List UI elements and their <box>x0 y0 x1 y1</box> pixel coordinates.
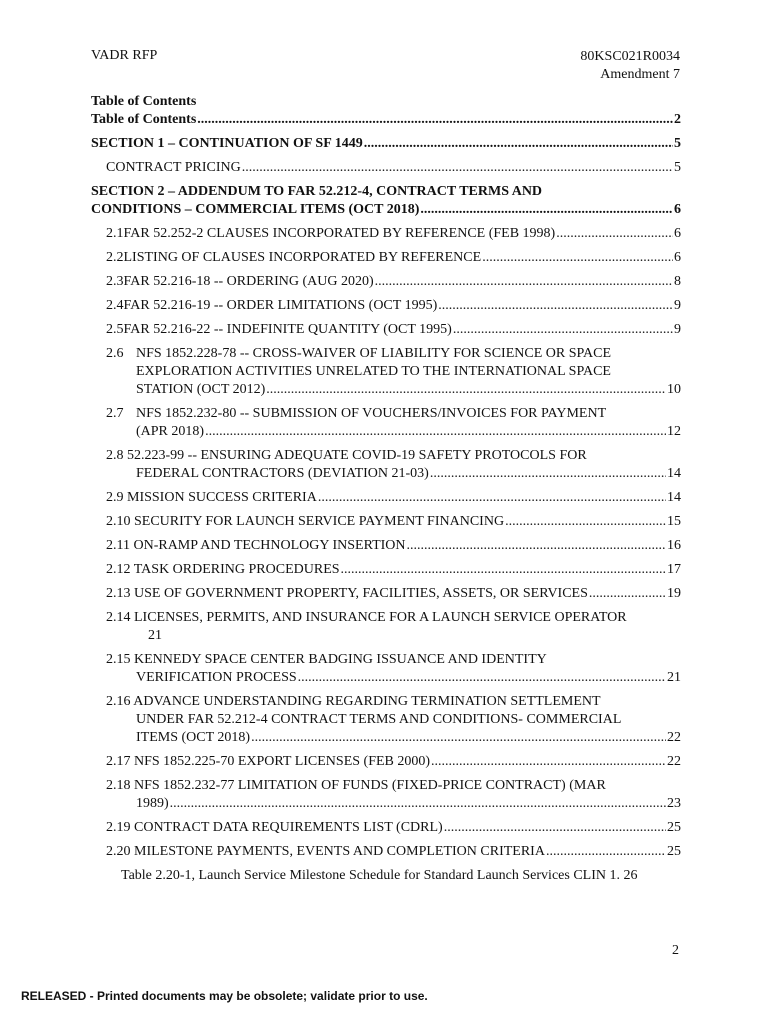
toc-entry-page: 9 <box>674 298 681 313</box>
toc-entry-page: 14 <box>667 490 681 505</box>
toc-entry-page: 9 <box>674 322 681 337</box>
toc-entry-page: 15 <box>667 514 681 529</box>
header-doc-name: VADR RFP <box>91 48 158 63</box>
toc-entry[interactable] <box>91 489 681 507</box>
toc-entry[interactable] <box>91 561 681 579</box>
toc-entry-title: 2.17 NFS 1852.225-70 EXPORT LICENSES (FEB 2000) <box>106 754 431 769</box>
toc-entry-page: 25 <box>667 844 681 859</box>
toc-entry-title: 2.19 CONTRACT DATA REQUIREMENTS LIST (CDRL) <box>106 820 443 835</box>
toc-entry-page: 6 <box>674 226 681 241</box>
toc-entry[interactable] <box>91 867 681 885</box>
toc-entry-number: 2.3 <box>106 274 124 289</box>
toc-entry[interactable] <box>91 273 681 291</box>
toc-entry-title: ITEMS (OCT 2018) <box>136 730 251 745</box>
toc-entry[interactable] <box>91 321 681 339</box>
page-number: 2 <box>672 943 679 958</box>
amendment-label: Amendment 7 <box>600 67 680 82</box>
toc-entry-page: 21 <box>667 670 681 685</box>
toc-entry-page: 5 <box>674 160 681 175</box>
toc-entry[interactable] <box>91 111 681 129</box>
toc-entry-title: CONDITIONS – COMMERCIAL ITEMS (OCT 2018) <box>91 202 420 217</box>
toc-entry-title: LISTING OF CLAUSES INCORPORATED BY REFERENCE <box>123 250 482 265</box>
toc-entry-page: 25 <box>667 820 681 835</box>
toc-entry[interactable] <box>91 609 681 645</box>
toc-entry-page: 17 <box>667 562 681 577</box>
toc-entry-title: FAR 52.216-22 -- INDEFINITE QUANTITY (OCT 1995) <box>123 322 452 337</box>
toc-entry[interactable] <box>91 225 681 243</box>
toc-entry-number: 2.7 <box>106 406 124 421</box>
toc-entry-title-line: 2.14 LICENSES, PERMITS, AND INSURANCE FOR A LAUNCH SERVICE OPERATOR <box>106 610 627 625</box>
toc-entry-number: 2.1 <box>106 226 124 241</box>
toc-entry-title-line: NFS 1852.228-78 -- CROSS-WAIVER OF LIABILITY FOR SCIENCE OR SPACE <box>136 346 612 361</box>
toc-entry-title: 2.11 ON-RAMP AND TECHNOLOGY INSERTION <box>106 538 406 553</box>
toc-entry[interactable] <box>91 135 681 153</box>
toc-entry[interactable] <box>91 537 681 555</box>
toc-entry-title: 1989) <box>136 796 169 811</box>
toc-entry-title: 2.10 SECURITY FOR LAUNCH SERVICE PAYMENT FINANCING <box>106 514 505 529</box>
toc-entry-page: 22 <box>667 754 681 769</box>
toc-entry-page: 19 <box>667 586 681 601</box>
toc-entry-page: 23 <box>667 796 681 811</box>
toc-entry-title-line: 2.16 ADVANCE UNDERSTANDING REGARDING TERMINATION SETTLEMENT <box>106 694 601 709</box>
header-doc-id <box>580 48 680 84</box>
toc-entry[interactable] <box>91 513 681 531</box>
toc-entry-title: 2.9 MISSION SUCCESS CRITERIA <box>106 490 317 505</box>
toc-entry[interactable] <box>91 585 681 603</box>
toc-entry-page: 5 <box>674 136 681 151</box>
toc-entry-title: VERIFICATION PROCESS <box>136 670 297 685</box>
toc-entry-title-line: EXPLORATION ACTIVITIES UNRELATED TO THE INTERNATIONAL SPACE <box>136 364 611 379</box>
toc-entry[interactable] <box>91 183 681 219</box>
toc-entry-title-line: SECTION 2 – ADDENDUM TO FAR 52.212-4, CONTRACT TERMS AND <box>91 184 543 199</box>
toc-entry-number: 2.5 <box>106 322 124 337</box>
table-of-contents <box>91 111 681 885</box>
toc-entry-number: 2.4 <box>106 298 124 313</box>
toc-entry-number: 2.6 <box>106 346 124 361</box>
toc-entry-page: 21 <box>148 628 162 643</box>
toc-entry-title: SECTION 1 – CONTINUATION OF SF 1449 <box>91 136 363 151</box>
toc-entry-page: 10 <box>667 382 681 397</box>
toc-entry-title-line: NFS 1852.232-80 -- SUBMISSION OF VOUCHERS/INVOICES FOR PAYMENT <box>136 406 607 421</box>
toc-entry-page: 8 <box>674 274 681 289</box>
toc-entry[interactable] <box>91 819 681 837</box>
toc-entry[interactable] <box>91 777 681 813</box>
toc-entry-title: CONTRACT PRICING <box>106 160 241 175</box>
toc-entry[interactable] <box>91 843 681 861</box>
toc-entry[interactable] <box>91 693 681 747</box>
toc-entry-title: FAR 52.252-2 CLAUSES INCORPORATED BY REFERENCE (FEB 1998) <box>123 226 556 241</box>
toc-entry-title: 2.12 TASK ORDERING PROCEDURES <box>106 562 340 577</box>
toc-entry-title-line: Table 2.20-1, Launch Service Milestone Schedule for Standard Launch Services CLIN 1. 26 <box>121 868 638 883</box>
toc-entry[interactable] <box>91 447 681 483</box>
toc-entry-page: 22 <box>667 730 681 745</box>
toc-entry[interactable] <box>91 249 681 267</box>
toc-entry-page: 2 <box>674 112 681 127</box>
toc-entry-page: 12 <box>667 424 681 439</box>
toc-entry[interactable] <box>91 753 681 771</box>
toc-entry-title: FAR 52.216-18 -- ORDERING (AUG 2020) <box>123 274 374 289</box>
toc-entry-title: (APR 2018) <box>136 424 205 439</box>
toc-entry-title-line: UNDER FAR 52.212-4 CONTRACT TERMS AND CONDITIONS- COMMERCIAL <box>136 712 622 727</box>
toc-entry-title-line: 2.15 KENNEDY SPACE CENTER BADGING ISSUANCE AND IDENTITY <box>106 652 547 667</box>
toc-entry-number: 2.2 <box>106 250 124 265</box>
toc-entry-title: 2.20 MILESTONE PAYMENTS, EVENTS AND COMPLETION CRITERIA <box>106 844 545 859</box>
toc-entry[interactable] <box>91 159 681 177</box>
toc-entry[interactable] <box>91 405 681 441</box>
toc-entry-title: 2.13 USE OF GOVERNMENT PROPERTY, FACILITIES, ASSETS, OR SERVICES <box>106 586 588 601</box>
toc-entry-title: Table of Contents <box>91 112 197 127</box>
toc-entry[interactable] <box>91 651 681 687</box>
toc-entry-title-line: 2.18 NFS 1852.232-77 LIMITATION OF FUNDS (FIXED-PRICE CONTRACT) (MAR <box>106 778 606 793</box>
toc-entry-title: FAR 52.216-19 -- ORDER LIMITATIONS (OCT 1995) <box>123 298 438 313</box>
toc-entry-title: FEDERAL CONTRACTORS (DEVIATION 21-03) <box>136 466 429 481</box>
toc-entry[interactable] <box>91 297 681 315</box>
toc-entry-page: 14 <box>667 466 681 481</box>
toc-heading: Table of Contents <box>91 94 197 109</box>
toc-entry[interactable] <box>91 345 681 399</box>
toc-entry-page: 6 <box>674 250 681 265</box>
toc-entry-page: 6 <box>674 202 681 217</box>
release-notice: RELEASED - Printed documents may be obsolete; validate prior to use. <box>21 989 428 1003</box>
toc-entry-title-line: 2.8 52.223-99 -- ENSURING ADEQUATE COVID-19 SAFETY PROTOCOLS FOR <box>106 448 587 463</box>
solicitation-number: 80KSC021R0034 <box>580 49 680 64</box>
toc-entry-page: 16 <box>667 538 681 553</box>
toc-entry-title: STATION (OCT 2012) <box>136 382 266 397</box>
